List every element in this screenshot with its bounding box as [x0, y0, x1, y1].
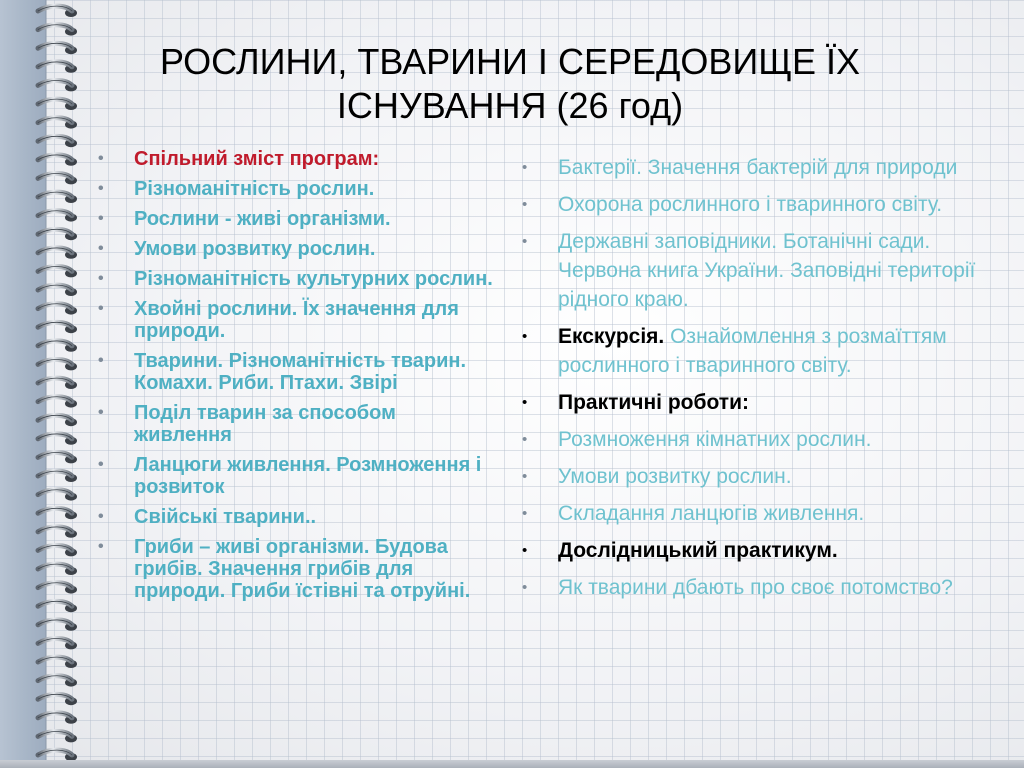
list-item — [520, 227, 990, 314]
list-item — [96, 350, 496, 394]
list-item — [96, 536, 496, 602]
list-item-practical-heading — [520, 388, 990, 417]
item-text: Державні заповідники. Ботанічні сади. Червона книга України. Заповідні території рідного краю. — [558, 230, 976, 311]
bullet-icon: • — [522, 579, 528, 596]
page-bottom-edge — [0, 760, 1024, 768]
excursion-text: Ознайомлення з розмаїттям рослинного і тваринного світу. — [558, 325, 947, 377]
list-item-research-heading — [520, 536, 990, 565]
excursion-label: Екскурсія. — [558, 325, 665, 348]
list-item — [96, 268, 496, 290]
research-heading: Дослідницький практикум. — [558, 539, 838, 562]
item-text: Хвойні рослини. Їх значення для природи. — [134, 298, 459, 342]
bullet-icon: • — [522, 196, 528, 213]
bullet-icon: • — [98, 508, 104, 525]
list-item — [96, 402, 496, 446]
list-item — [96, 454, 496, 498]
list-item-excursion — [520, 322, 990, 380]
item-text: Свійські тварини.. — [134, 506, 317, 528]
list-item — [520, 425, 990, 454]
bullet-icon: • — [98, 210, 104, 227]
item-text: Охорона рослинного і тваринного світу. — [558, 193, 943, 216]
item-text: Ланцюги живлення. Розмноження і розвиток — [134, 454, 482, 498]
list-item — [520, 573, 990, 602]
list-item — [520, 190, 990, 219]
slide-title: РОСЛИНИ, ТВАРИНИ І СЕРЕДОВИЩЕ ЇХ ІСНУВАННЯ (26 год) — [159, 41, 861, 126]
bullet-icon: • — [98, 300, 104, 317]
item-text: Рослини - живі організми. — [134, 208, 391, 230]
item-text: Поділ тварин за способом живлення — [134, 402, 396, 446]
list-item — [520, 153, 990, 182]
bullet-icon: • — [522, 159, 528, 176]
item-text: Умови розвитку рослин. — [134, 238, 376, 260]
bullet-icon: • — [98, 150, 104, 167]
right-column — [520, 153, 990, 610]
bullet-icon: • — [98, 352, 104, 369]
program-heading: Спільний зміст програм: — [134, 148, 380, 170]
list-item — [96, 298, 496, 342]
bullet-icon: • — [522, 468, 528, 485]
list-item — [520, 499, 990, 528]
list-item — [96, 208, 496, 230]
bullet-icon: • — [522, 394, 528, 411]
bullet-icon: • — [98, 404, 104, 421]
bullet-icon: • — [98, 240, 104, 257]
item-text: Різноманітність культурних рослин. — [134, 268, 493, 290]
left-column — [96, 148, 496, 610]
item-text: Різноманітність рослин. — [134, 178, 375, 200]
list-item — [96, 506, 496, 528]
bullet-icon: • — [98, 456, 104, 473]
bullet-icon: • — [98, 538, 104, 555]
item-text: Розмноження кімнатних рослин. — [558, 428, 872, 451]
list-item-heading — [96, 148, 496, 170]
item-text: Гриби – живі організми. Будова грибів. Значення грибів для природи. Гриби їстівні та отруйні. — [134, 536, 471, 602]
item-text: Складання ланцюгів живлення. — [558, 502, 865, 525]
item-text: Бактерії. Значення бактерій для природи — [558, 156, 958, 179]
bullet-icon: • — [98, 270, 104, 287]
item-text: Як тварини дбають про своє потомство? — [558, 576, 953, 599]
bullet-icon: • — [522, 233, 528, 250]
bullet-icon: • — [522, 431, 528, 448]
list-item — [96, 178, 496, 200]
item-text: Тварини. Різноманітність тварин. Комахи. Риби. Птахи. Звірі — [134, 350, 467, 394]
item-text: Умови розвитку рослин. — [558, 465, 792, 488]
bullet-icon: • — [98, 180, 104, 197]
bullet-icon: • — [522, 505, 528, 522]
list-item — [96, 238, 496, 260]
bullet-icon: • — [522, 542, 528, 559]
practical-heading: Практичні роботи: — [558, 391, 749, 414]
bullet-icon: • — [522, 328, 528, 345]
spiral-binding — [0, 0, 100, 768]
list-item — [520, 462, 990, 491]
